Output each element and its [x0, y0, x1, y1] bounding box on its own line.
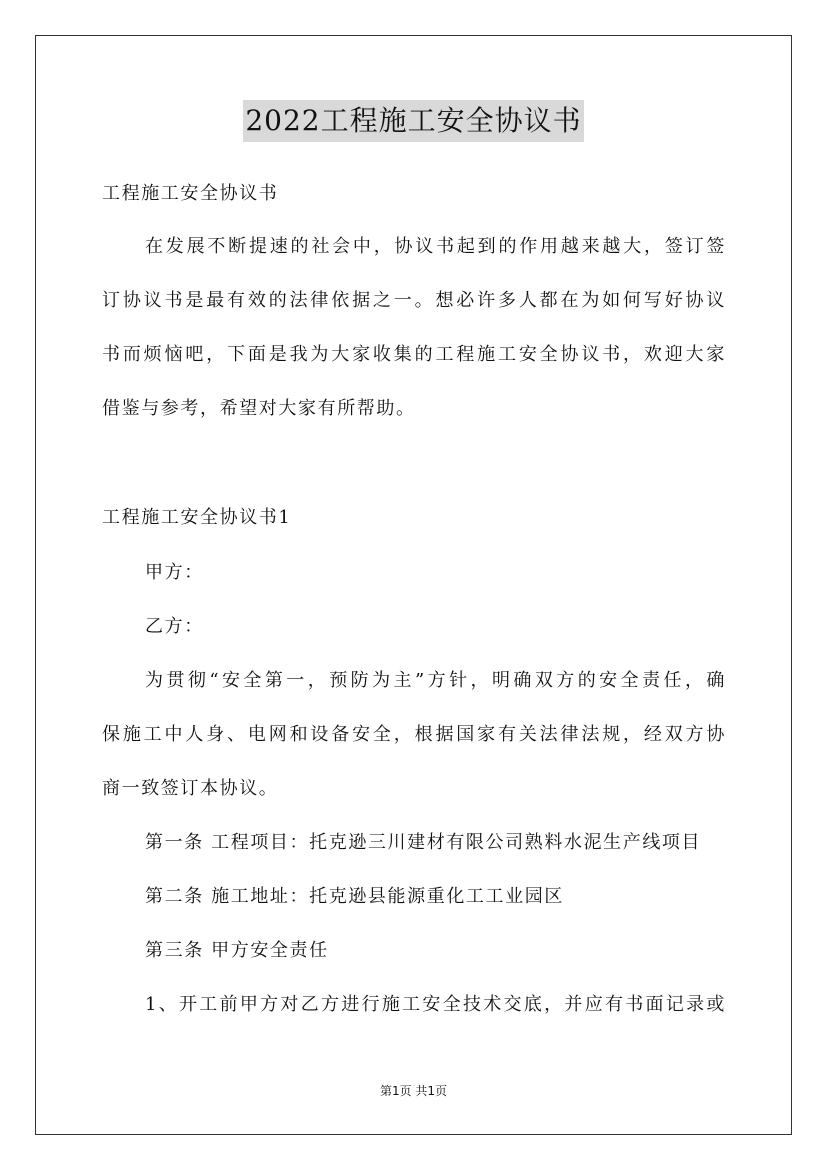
section-heading: 工程施工安全协议书1 — [102, 507, 292, 528]
article-line: 第二条 施工地址：托克逊县能源重化工工业园区 — [145, 886, 564, 907]
paragraph-line: 商一致签订本协议。 — [102, 778, 279, 799]
article-line: 第三条 甲方安全责任 — [145, 940, 329, 961]
paragraph-line: 订协议书是最有效的法律依据之一。想必许多人都在为如何写好协议 — [102, 290, 726, 311]
paragraph-line: 借鉴与参考，希望对大家有所帮助。 — [102, 398, 416, 419]
section-heading: 工程施工安全协议书 — [102, 183, 279, 204]
paragraph-line: 为贯彻“安全第一，预防为主”方针，明确双方的安全责任，确 — [145, 670, 726, 691]
paragraph-line: 书而烦恼吧，下面是我为大家收集的工程施工安全协议书，欢迎大家 — [102, 344, 726, 365]
article-line: 1、开工前甲方对乙方进行施工安全技术交底，并应有书面记录或 — [145, 994, 726, 1015]
party-a-label: 甲方： — [145, 562, 204, 583]
paragraph-line: 保施工中人身、电网和设备安全，根据国家有关法律法规，经双方协 — [102, 724, 726, 745]
page-footer: 第1页 共1页 — [379, 1084, 448, 1098]
article-line: 第一条 工程项目：托克逊三川建材有限公司熟料水泥生产线项目 — [145, 832, 702, 853]
document-title-wrap — [0, 100, 827, 142]
paragraph-line: 在发展不断提速的社会中，协议书起到的作用越来越大，签订签 — [145, 236, 726, 257]
party-b-label: 乙方： — [145, 616, 204, 637]
document-title: 2022工程施工安全协议书 — [243, 100, 583, 142]
